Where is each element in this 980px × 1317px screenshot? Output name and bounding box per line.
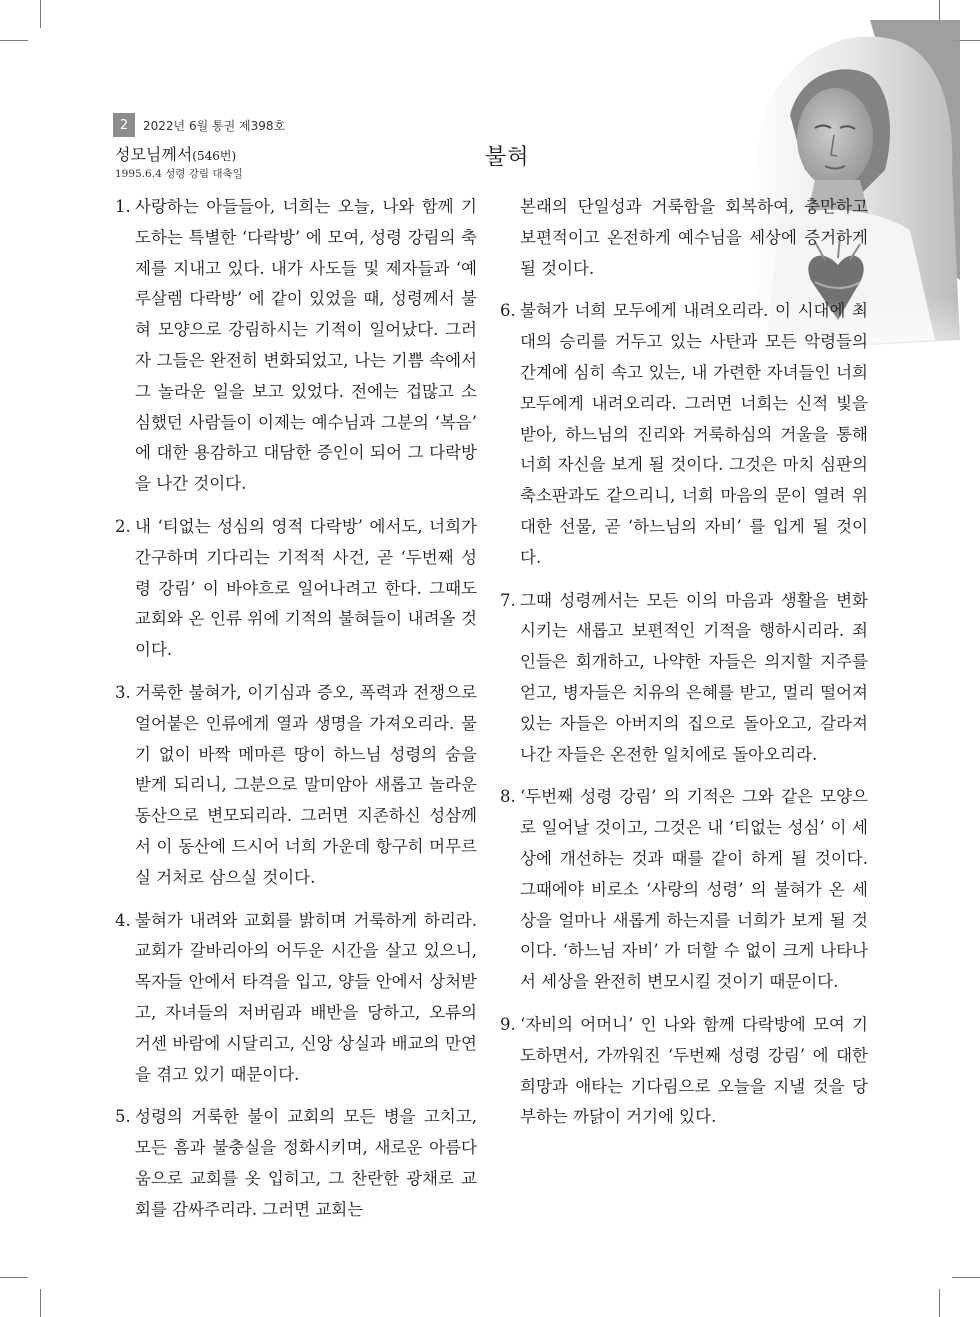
paragraph-text: ‘두번째 성령 강림’ 의 기적은 그와 같은 모양으로 일어날 것이고, 그것은 내 ‘티없는 성심’ 이 세상에 개선하는 것과 때를 같이 하게 될 것이다. 그때에야 비로소 ‘사랑의 성령’ 의 불혀가 온 세상을 얼마나 새롭게 하는지를 너희가 보게 될 것이다. ‘하느님 자비’ 가 더할 수 없이 크게 나타나서 세상을 완전히 변모시킬 것이기 때문이다. bbox=[520, 787, 868, 992]
source-title-text: 성모님께서 bbox=[115, 145, 193, 164]
source-title bbox=[115, 142, 236, 165]
paragraph bbox=[500, 586, 868, 771]
crop-mark bbox=[939, 1289, 940, 1317]
crop-mark bbox=[0, 1277, 28, 1278]
paragraph-number: 7. bbox=[500, 590, 516, 610]
paragraph bbox=[500, 782, 868, 998]
paragraph bbox=[115, 678, 477, 894]
crop-mark bbox=[40, 1289, 41, 1317]
crop-mark bbox=[0, 40, 28, 41]
paragraph-text: ‘자비의 어머니’ 인 나와 함께 다락방에 모여 기도하면서, 가까워진 ‘두번째 성령 강림’ 에 대한 희망과 애타는 기다림으로 오늘을 지낼 것을 당부하는 까닭이 거기에 있다. bbox=[520, 1014, 868, 1127]
paragraph-text: 그때 성령께서는 모든 이의 마음과 생활을 변화시키는 새롭고 보편적인 기적을 행하시리라. 죄인들은 회개하고, 나약한 자들은 의지할 지주를 얻고, 병자들은 치유의 은혜를 받고, 멀리 떨어져 있는 자들은 아버지의 집으로 돌아오고, 갈라져 나간 자들은 온전한 일치에로 돌아오리라. bbox=[520, 590, 868, 764]
issue-info: 2022년 6월 통권 제398호 bbox=[143, 118, 286, 133]
left-column bbox=[115, 192, 477, 1238]
paragraph bbox=[115, 906, 477, 1091]
paragraph-text: 거룩한 불혀가, 이기심과 증오, 폭력과 전쟁으로 얼어붙은 인류에게 열과 생명을 가져오리라. 물기 없이 바짝 메마른 땅이 하느님 성령의 숨을 받게 되리니, 그분으로 말미암아 새롭고 놀라운 동산으로 변모되리라. 그러면 지존하신 성삼께서 이 동산에 드시어 너희 가운데 항구히 머무르실 거처로 삼으실 것이다. bbox=[135, 682, 477, 887]
paragraph bbox=[115, 1102, 477, 1225]
paragraph-text: 불혀가 너희 모두에게 내려오리라. 이 시대에 최대의 승리를 거두고 있는 사탄과 모든 악령들의 간계에 심히 속고 있는, 내 가련한 자녀들인 너희 모두에게 내려오리라. 그러면 너희는 신적 빛을 받아, 하느님의 진리와 거룩하심의 거울을 통해 너희 자신을 보게 될 것이다. 그것은 마치 심판의 축소판과도 같으리니, 너희 마음의 문이 열려 위대한 선물, 곧 ‘하느님의 자비’ 를 입게 될 것이다. bbox=[520, 301, 868, 567]
crop-mark bbox=[952, 1277, 980, 1278]
message-number: (546번) bbox=[192, 149, 237, 163]
paragraph bbox=[500, 1010, 868, 1133]
paragraph-number: 3. bbox=[115, 682, 131, 702]
paragraph-number: 1. bbox=[115, 197, 131, 216]
right-column bbox=[500, 192, 868, 1145]
paragraph-number: 4. bbox=[115, 910, 131, 930]
paragraph-number: 9. bbox=[500, 1014, 516, 1034]
crop-mark bbox=[40, 0, 41, 28]
message-title: 불혀 bbox=[485, 145, 530, 170]
paragraph-text: 내 ‘티없는 성심의 영적 다락방’ 에서도, 너희가 간구하며 기다리는 기적적 사건, 곧 ‘두번째 성령 강림’ 이 바야흐로 일어나려고 한다. 그때도 교회와 온 인류 위에 기적의 불혀들이 내려올 것이다. bbox=[135, 516, 477, 660]
paragraph-text: 본래의 단일성과 거룩함을 회복하여, 충만하고 보편적이고 온전하게 예수님을 세상에 증거하게 될 것이다. bbox=[520, 197, 868, 278]
source-date: 1995.6.4 성령 강림 대축일 bbox=[115, 168, 243, 180]
paragraph-text: 불혀가 내려와 교회를 밝히며 거룩하게 하리라. 교회가 갈바리아의 어두운 시간을 살고 있으니, 목자들 안에서 타격을 입고, 양들 안에서 상처받고, 자녀들의 저버림과 배반을 당하고, 오류의 거센 바람에 시달리고, 신앙 상실과 배교의 만연을 겪고 있기 때문이다. bbox=[135, 910, 477, 1084]
paragraph-number: 8. bbox=[500, 787, 516, 807]
paragraph bbox=[115, 192, 477, 500]
paragraph-continuation bbox=[500, 192, 868, 284]
paragraph-text: 성령의 거룩한 불이 교회의 모든 병을 고치고, 모든 흠과 불충실을 정화시키며, 새로운 아름다움으로 교회를 옷 입히고, 그 찬란한 광채로 교회를 감싸주리라. 그러면 교회는 bbox=[135, 1107, 477, 1219]
page-number: 2 bbox=[113, 113, 135, 137]
paragraph-text: 사랑하는 아들들아, 너희는 오늘, 나와 함께 기도하는 특별한 ‘다락방’ 에 모여, 성령 강림의 축제를 지내고 있다. 내가 사도들 및 제자들과 ‘예루살렘 다락방’ 에 같이 있었을 때, 성령께서 불혀 모양으로 강림하시는 기적이 일어났다. 그러자 그들은 완전히 변화되었고, 나는 기쁨 속에서 그 놀라운 일을 보고 있었다. 전에는 겁많고 소심했던 사람들이 이제는 예수님과 그분의 ‘복음’ 에 대한 용감하고 대담한 증인이 되어 그 다락방을 나간 것이다. bbox=[135, 197, 477, 494]
paragraph-number: 2. bbox=[115, 516, 131, 536]
paragraph bbox=[500, 296, 868, 573]
page-header bbox=[113, 113, 285, 137]
paragraph-number: 5. bbox=[115, 1107, 131, 1127]
paragraph bbox=[115, 512, 477, 666]
paragraph-number: 6. bbox=[500, 301, 516, 321]
